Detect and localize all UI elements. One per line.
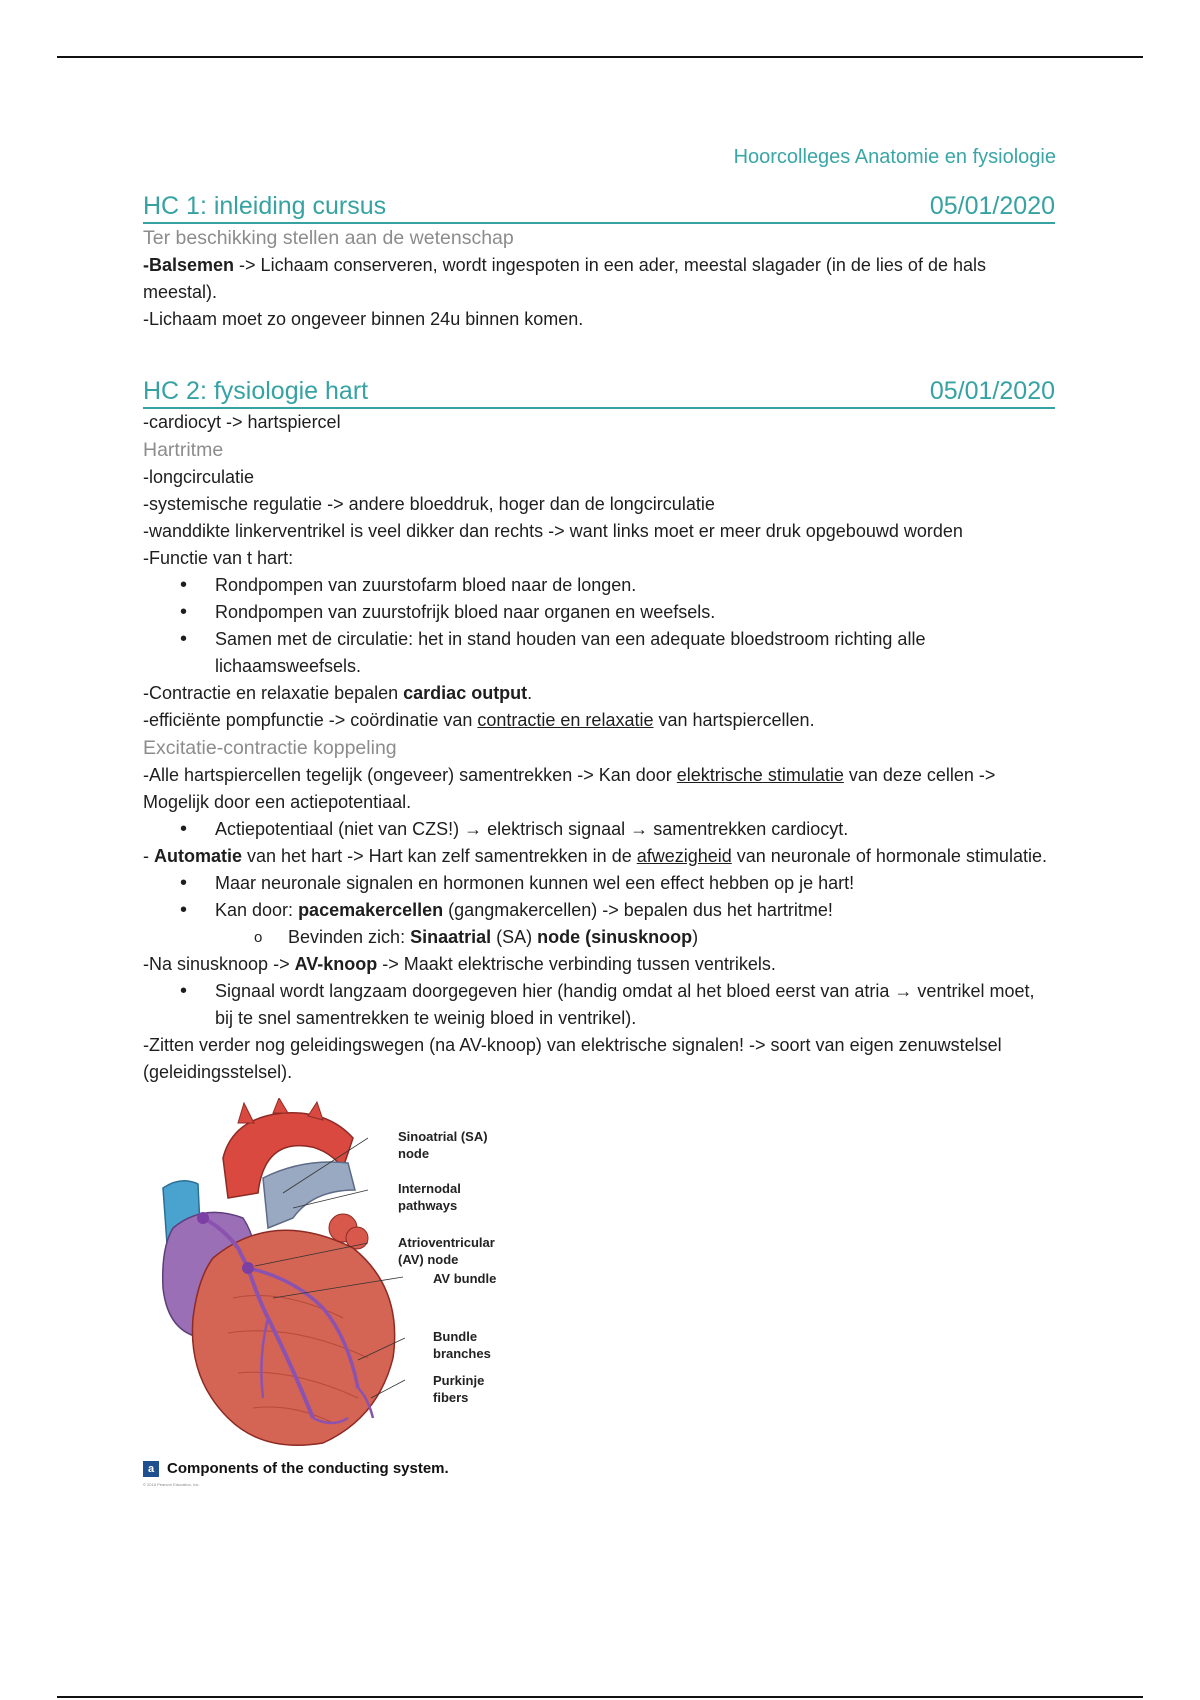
list-item: • Kan door: pacemakercellen (gangmakercellen) -> bepalen dus het hartritme! [143,897,1055,924]
av-knoop-list [143,978,1055,1032]
bottom-rule [57,1696,1143,1698]
running-header: Hoorcolleges Anatomie en fysiologie [733,146,1056,168]
hc1-heading [143,190,1055,224]
automatie-list [143,870,1055,924]
hc1-date: 05/01/2020 [929,192,1055,220]
hc2-date: 05/01/2020 [929,377,1055,405]
list-item: • Maar neuronale signalen en hormonen kunnen wel een effect hebben op je hart! [143,870,1055,897]
hc2-title: HC 2: fysiologie hart [143,377,369,405]
hc1-line2: -Lichaam moet zo ongeveer binnen 24u binnen komen. [143,309,584,329]
figure-caption [143,1460,449,1477]
list-item: • Rondpompen van zuurstofrijk bloed naar organen en weefsels. [143,599,1055,626]
caption-badge: a [143,1461,159,1477]
hc2-line10: -Na sinusknoop -> AV-knoop -> Maakt elektrische verbinding tussen ventrikels. [143,954,776,974]
hc2-line5: -Functie van t hart: [143,548,294,568]
hc2-line11: -Zitten verder nog geleidingswegen (na AV-knoop) van elektrische signalen! -> soort van eigen zenuwstelsel (geleidingsstelsel). [143,1035,1002,1082]
hc2-heading [143,375,1055,409]
list-item: o Bevinden zich: Sinaatrial (SA) node (sinusknoop) [143,924,1055,951]
list-item: • Actiepotentiaal (niet van CZS!) → elektrisch signaal → samentrekken cardiocyt. [143,816,1055,843]
pacemaker-sublist [143,924,1055,951]
functie-list [143,572,1055,680]
excitatie-subheading: Excitatie-contractie koppeling [143,737,397,759]
hc1-title: HC 1: inleiding cursus [143,192,387,220]
hc1-subtitle: Ter beschikking stellen aan de wetenschap [143,227,514,249]
sa-node-label: Sinoatrial (SA) node [398,1129,488,1161]
av-bundle-label: AV bundle [433,1271,497,1286]
hc2-line3: -systemische regulatie -> andere bloeddruk, hoger dan de longcirculatie [143,494,715,514]
caption-text: Components of the conducting system. [167,1460,449,1477]
actiepotentiaal-list [143,816,1055,843]
copyright: © 2018 Pearson Education, Inc. [143,1482,200,1487]
balsemen-term: -Balsemen [143,255,235,275]
hc2-line1: -cardiocyt -> hartspiercel [143,412,341,432]
hartritme-subheading: Hartritme [143,439,224,461]
internodal-label: Internodal pathways [398,1181,461,1213]
hc2-line6: -Contractie en relaxatie bepalen cardiac output. [143,683,533,703]
list-item: • Rondpompen van zuurstofarm bloed naar de longen. [143,572,1055,599]
hc2-line9: - Automatie van het hart -> Hart kan zelf samentrekken in de afwezigheid van neuronale of hormonale stimulatie. [143,846,1047,866]
list-item: • Samen met de circulatie: het in stand houden van een adequate bloedstroom richting alle lichaamsweefsels. [143,626,1055,680]
hc1-balsemen: -Balsemen -> Lichaam conserveren, wordt ingespoten in een ader, meestal slagader (in de lies of de hals meestal). [143,255,986,302]
list-item: • Signaal wordt langzaam doorgegeven hier (handig omdat al het bloed eerst van atria → ventrikel moet, bij te snel samentrekken te weinig bloed in ventrikel). [143,978,1055,1032]
bundle-branches-label: Bundle branches [433,1329,491,1361]
purkinje-label: Purkinje fibers [433,1373,485,1405]
hc2-line7: -efficiënte pompfunctie -> coördinatie van contractie en relaxatie van hartspiercellen. [143,710,815,730]
hc2-line4: -wanddikte linkerventrikel is veel dikker dan rechts -> want links moet er meer druk opgebouwd worden [143,521,963,541]
av-node-label: Atrioventricular (AV) node [398,1235,495,1267]
hc2-line8: -Alle hartspiercellen tegelijk (ongeveer) samentrekken -> Kan door elektrische stimulatie van deze cellen -> Mogelijk door een actiepotentiaal. [143,765,996,812]
document-body [143,190,1055,1488]
hc2-line2: -longcirculatie [143,467,255,487]
heart-conduction-figure [143,1098,523,1488]
top-rule [57,56,1143,58]
